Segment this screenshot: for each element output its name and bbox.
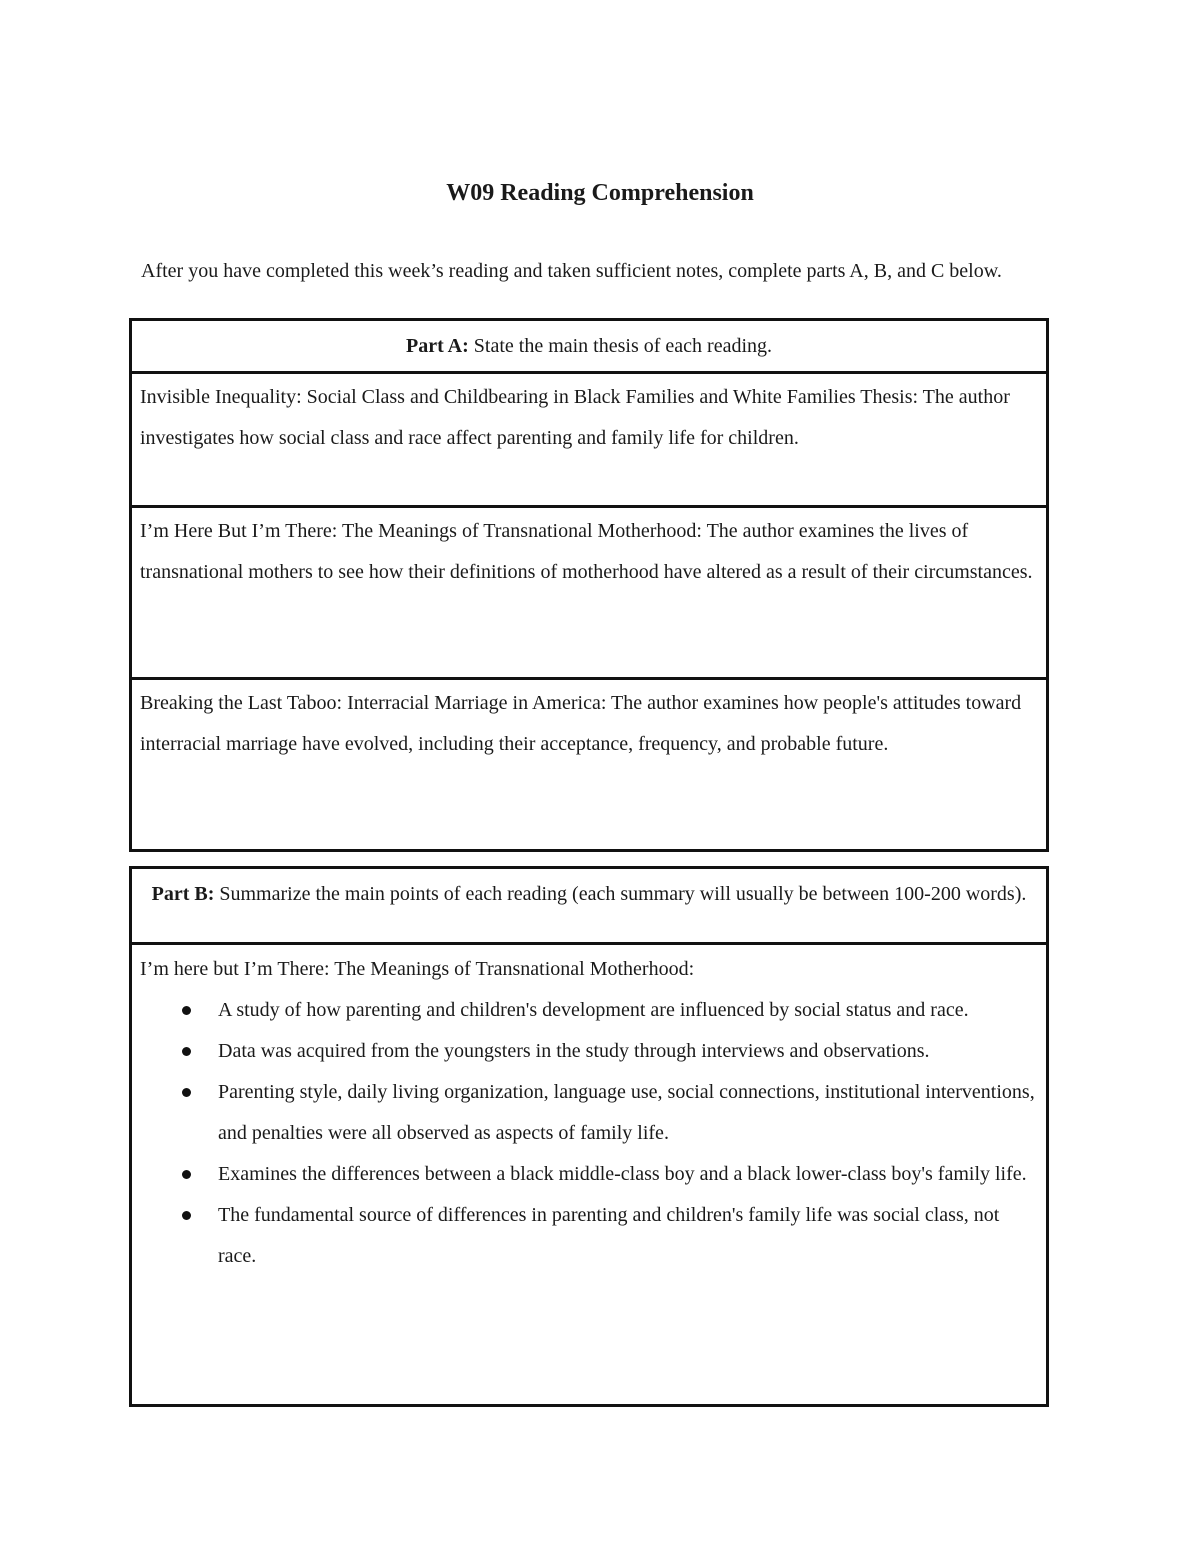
list-item-text: A study of how parenting and children's development are influenced by social status and race. bbox=[218, 999, 969, 1021]
list-item bbox=[218, 1195, 1038, 1277]
part-a-instruction: State the main thesis of each reading. bbox=[473, 335, 772, 357]
list-item-text: The fundamental source of differences in parenting and children's family life was social class, not race. bbox=[218, 1204, 1000, 1267]
list-item bbox=[218, 1031, 1038, 1072]
part-b-table bbox=[129, 866, 1049, 1407]
part-a-row-2: I’m Here But I’m There: The Meanings of Transnational Motherhood: The author examines the lives of transnational mothers to see how their definitions of motherhood have altered as a result of their circumstances. bbox=[131, 507, 1048, 679]
list-item-text: Data was acquired from the youngsters in the study through interviews and observations. bbox=[218, 1040, 930, 1062]
part-b-reading-title: I’m here but I’m There: The Meanings of Transnational Motherhood: bbox=[140, 958, 695, 980]
bullet-icon bbox=[182, 1170, 191, 1179]
part-b-body bbox=[131, 944, 1048, 1406]
bullet-icon bbox=[182, 1006, 191, 1015]
list-item-text: Parenting style, daily living organization, language use, social connections, institutional interventions, and penalties were all observed as aspects of family life. bbox=[218, 1081, 1035, 1144]
list-item-text: Examines the differences between a black middle-class boy and a black lower-class boy's family life. bbox=[218, 1163, 1027, 1185]
intro-paragraph: After you have completed this week’s reading and taken sufficient notes, complete parts A, B, and C below. bbox=[141, 260, 1002, 282]
part-a-header bbox=[131, 320, 1048, 373]
list-item bbox=[218, 990, 1038, 1031]
bullet-icon bbox=[182, 1047, 191, 1056]
bullet-icon bbox=[182, 1088, 191, 1097]
part-a-row-1: Invisible Inequality: Social Class and Childbearing in Black Families and White Families Thesis: The author investigates how social class and race affect parenting and family life for children. bbox=[131, 373, 1048, 507]
list-item bbox=[218, 1072, 1038, 1154]
part-a-table bbox=[129, 318, 1049, 852]
part-a-row-3: Breaking the Last Taboo: Interracial Marriage in America: The author examines how people's attitudes toward interracial marriage have evolved, including their acceptance, frequency, and probable future. bbox=[131, 679, 1048, 851]
part-b-instruction: Summarize the main points of each reading (each summary will usually be between 100-200 words). bbox=[219, 883, 1027, 905]
page-title: W09 Reading Comprehension bbox=[446, 180, 754, 206]
part-b-label: Part B: bbox=[151, 883, 215, 905]
list-item bbox=[218, 1154, 1038, 1195]
part-b-header bbox=[131, 868, 1048, 944]
part-a-label: Part A: bbox=[406, 335, 469, 357]
part-b-bullet-list bbox=[140, 990, 1038, 1277]
bullet-icon bbox=[182, 1211, 191, 1220]
